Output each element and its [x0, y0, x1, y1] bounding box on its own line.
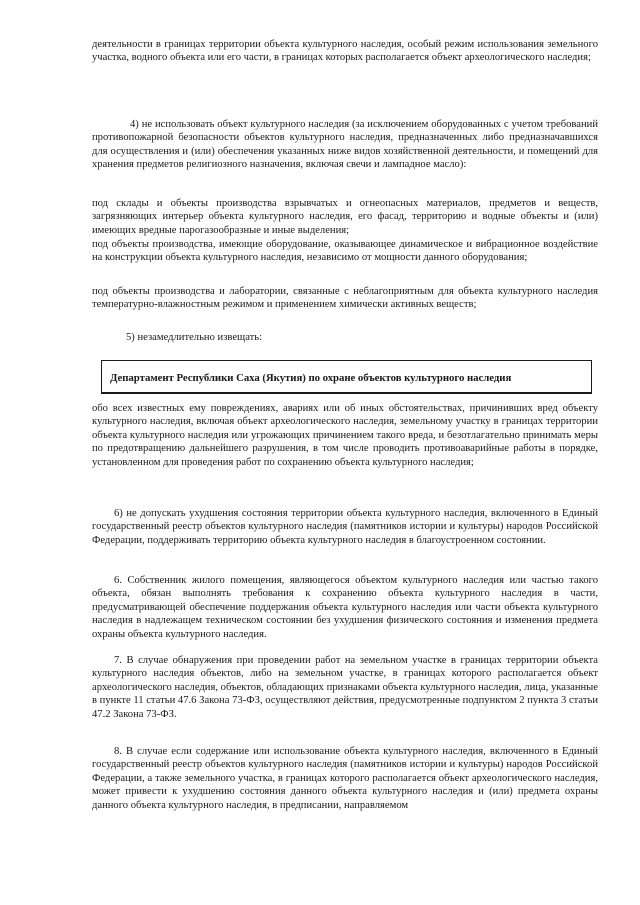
- paragraph-item-4-laboratories: под объекты производства и лаборатории, связанные с неблагоприятным для объекта культурного наследия температурно-влажностным режимом и применением химически активных веществ;: [92, 286, 598, 311]
- paragraph-item-4-production: под объекты производства, имеющие оборудование, оказывающее динамическое и вибрационное воздействие на конструкции объекта культурного наследия, независимо от мощности данного оборудования;: [92, 239, 598, 264]
- paragraph-item-4-warehouses: под склады и объекты производства взрывчатых и огнеопасных материалов, предметов и веществ, загрязняющих интерьер объекта культурного наследия, его фасад, территорию и водные объекты и (или) имеющих вредные парогазообразные и иные выделения;: [92, 198, 598, 236]
- authority-heading: Департамент Республики Саха (Якутия) по охране объектов культурного наследия: [110, 372, 512, 384]
- paragraph-item-5: 5) незамедлительно извещать:: [126, 332, 263, 343]
- paragraph-section-6: 6. Собственник жилого помещения, являющегося объектом культурного наследия или частью такого объекта, обязан выполнять требования к сохранению объекта культурного наследия в части, предусматривающей обеспечение поддержания объекта культурного наследия или части объекта культурного наследия в надлежащем техническом состоянии без ухудшения физического состояния и изменения предмета охраны объекта культурного наследия.: [92, 575, 598, 640]
- paragraph-section-8: 8. В случае если содержание или использование объекта культурного наследия, включенного в Единый государственный реестр объектов культурного наследия (памятников истории и культуры) народов Российской Федерации, а также земельного участка, в границах которого располагается объект археологического наследия, может привести к ухудшению состояния данного объекта культурного наследия и (или) предмета охраны данного объекта культурного наследия, в предписании, направляемом: [92, 746, 598, 811]
- paragraph-item-5-continuation: обо всех известных ему повреждениях, авариях или об иных обстоятельствах, причинивших вред объекту культурного наследия, включая объект археологического наследия, земельному участку в границах территории объекта культурного наследия или угрожающих причинением такого вреда, и безотлагательно принимать меры по предотвращению дальнейшего разрушения, в том числе проводить противоаварийные работы в порядке, установленном для проведения работ по сохранению объекта культурного наследия;: [92, 403, 598, 468]
- paragraph-item-6-territory: 6) не допускать ухудшения состояния территории объекта культурного наследия, включенного в Единый государственный реестр объектов культурного наследия (памятников истории и культуры) народов Российской Федерации, поддерживать территорию объекта культурного наследия в благоустроенном состоянии.: [92, 508, 598, 546]
- paragraph-item-4-intro: 4) не использовать объект культурного наследия (за исключением оборудованных с учетом требований противопожарной безопасности объектов культурного наследия, предназначенных либо предназначавшихся для осуществления и (или) обеспечения указанных ниже видов хозяйственной деятельности, и помещений для хранения предметов религиозного назначения, включая свечи и лампадное масло):: [92, 119, 598, 171]
- authority-heading-box: [101, 360, 592, 394]
- paragraph-continuation: деятельности в границах территории объекта культурного наследия, особый режим использования земельного участка, водного объекта или его части, в границах которых располагается объект археологического наследия;: [92, 39, 598, 64]
- paragraph-section-7: 7. В случае обнаружения при проведении работ на земельном участке в границах территории объекта культурного наследия объектов, либо на земельном участке, в границах которого располагается объект археологического наследия, объектов, обладающих признаками объекта культурного наследия, лица, указанные в пункте 11 статьи 47.6 Закона 73-ФЗ, осуществляют действия, предусмотренные подпунктом 2 пункта 3 статьи 47.2 Закона 73-ФЗ.: [92, 655, 598, 720]
